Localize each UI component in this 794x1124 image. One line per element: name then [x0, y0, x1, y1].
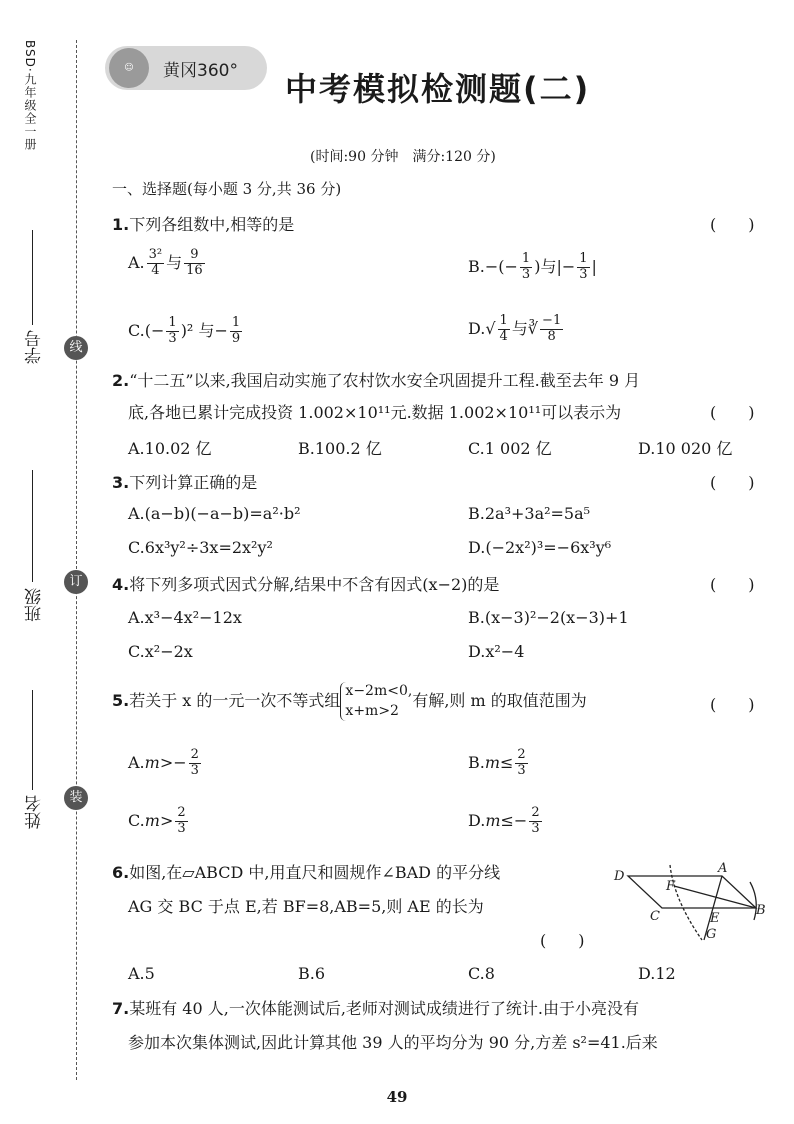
- answer-paren[interactable]: ( ): [710, 575, 755, 594]
- option-3b: B.2a³+3a²=5a⁵: [468, 504, 591, 523]
- option-1b: B.−(− $\frac{1}{3}$ )与|− $\frac{1}{3}$ |: [468, 251, 597, 282]
- option-3d: D.(−2x²)³=−6x³y⁶: [468, 538, 612, 557]
- question-2: 2.“十二五”以来,我国启动实施了农村饮水安全巩固提升工程.截至去年 9 月: [112, 371, 641, 390]
- binding-line: [76, 40, 77, 1080]
- answer-paren[interactable]: ( ): [540, 931, 585, 950]
- mascot-icon: ☺: [109, 48, 149, 88]
- answer-paren[interactable]: ( ): [710, 473, 755, 492]
- student-id-field[interactable]: [32, 230, 33, 325]
- question-4: 4.将下列多项式因式分解,结果中不含有因式(x−2)的是: [112, 575, 500, 594]
- answer-paren[interactable]: ( ): [710, 695, 755, 714]
- inequality-system: x−2m<0, x+m>2: [340, 682, 412, 721]
- name-label: 姓名: [25, 795, 45, 829]
- student-id-label: 学号: [25, 330, 45, 364]
- svg-text:F: F: [666, 879, 676, 894]
- svg-text:G: G: [706, 927, 717, 942]
- svg-text:E: E: [710, 911, 720, 926]
- option-5d: D.m≤− $\frac{2}{3}$: [468, 805, 540, 836]
- option-4a: A.x³−4x²−12x: [128, 608, 242, 627]
- option-2b: B.100.2 亿: [298, 439, 382, 458]
- option-6d: D.12: [638, 964, 676, 983]
- class-field[interactable]: [32, 470, 33, 582]
- question-text: 下列各组数中,相等的是: [129, 215, 295, 234]
- option-6a: A.5: [128, 964, 155, 983]
- option-3c: C.6x³y²÷3x=2x²y²: [128, 538, 273, 557]
- page-title: 中考模拟检测题(二): [285, 70, 591, 108]
- page-number: 49: [386, 1088, 408, 1106]
- option-2c: C.1 002 亿: [468, 439, 552, 458]
- option-5a: A.m>− $\frac{2}{3}$: [128, 747, 199, 778]
- option-5c: C.m> $\frac{2}{3}$: [128, 805, 186, 836]
- question-7: 7.某班有 40 人,一次体能测试后,老师对测试成绩进行了统计.由于小亮没有: [112, 999, 640, 1018]
- stitch-mark: 装: [64, 786, 88, 810]
- option-4d: D.x²−4: [468, 642, 525, 661]
- question-7-line2: 参加本次集体测试,因此计算其他 39 人的平均分为 90 分,方差 s²=41.后来: [128, 1033, 658, 1052]
- option-2d: D.10 020 亿: [638, 439, 733, 458]
- question-3: 3.下列计算正确的是: [112, 473, 258, 492]
- exam-info: (时间:90 分钟 满分:120 分): [310, 149, 496, 165]
- option-1d: D.√ $\frac{1}{4}$ 与∛ $\frac{-1}{8}$: [468, 313, 562, 344]
- badge-text: 黄冈360°: [163, 61, 238, 81]
- series-label: BSD·九年级全一册: [23, 40, 37, 151]
- brand-badge: [105, 46, 267, 90]
- class-label: 班级: [25, 588, 45, 622]
- question-2-line2: 底,各地已累计完成投资 1.002×10¹¹元.数据 1.002×10¹¹可以表示为: [128, 403, 622, 422]
- option-1c: C.(− $\frac{1}{3}$ )² 与− $\frac{1}{9}$: [128, 315, 241, 346]
- line-mark: 线: [64, 336, 88, 360]
- svg-text:A: A: [718, 861, 728, 876]
- question-5: 5.若关于 x 的一元一次不等式组 x−2m<0, x+m>2 有解,则 m 的取值范围为: [112, 682, 587, 721]
- answer-paren[interactable]: ( ): [710, 403, 755, 422]
- name-field[interactable]: [32, 690, 33, 790]
- svg-text:C: C: [650, 909, 660, 924]
- question-6: 6.如图,在▱ABCD 中,用直尺和圆规作∠BAD 的平分线: [112, 863, 501, 882]
- question-1: 1.下列各组数中,相等的是: [112, 215, 295, 234]
- svg-text:D: D: [614, 869, 625, 884]
- question-6-line2: AG 交 BC 于点 E,若 BF=8,AB=5,则 AE 的长为: [128, 897, 484, 916]
- option-4b: B.(x−3)²−2(x−3)+1: [468, 608, 629, 627]
- option-5b: B.m≤ $\frac{2}{3}$: [468, 747, 526, 778]
- binding-mark: 订: [64, 570, 88, 594]
- option-3a: A.(a−b)(−a−b)=a²·b²: [128, 504, 301, 523]
- option-6c: C.8: [468, 964, 495, 983]
- option-1a: A. $\frac{\text{3²}}{4}$ 与 $\frac{9}{16}$: [128, 247, 203, 278]
- answer-paren[interactable]: ( ): [710, 215, 755, 234]
- option-6b: B.6: [298, 964, 326, 983]
- option-2a: A.10.02 亿: [128, 439, 212, 458]
- option-4c: C.x²−2x: [128, 642, 193, 661]
- svg-text:B: B: [756, 903, 766, 918]
- parallelogram-figure: [610, 860, 770, 952]
- section-heading: 一、选择题(每小题 3 分,共 36 分): [112, 180, 342, 198]
